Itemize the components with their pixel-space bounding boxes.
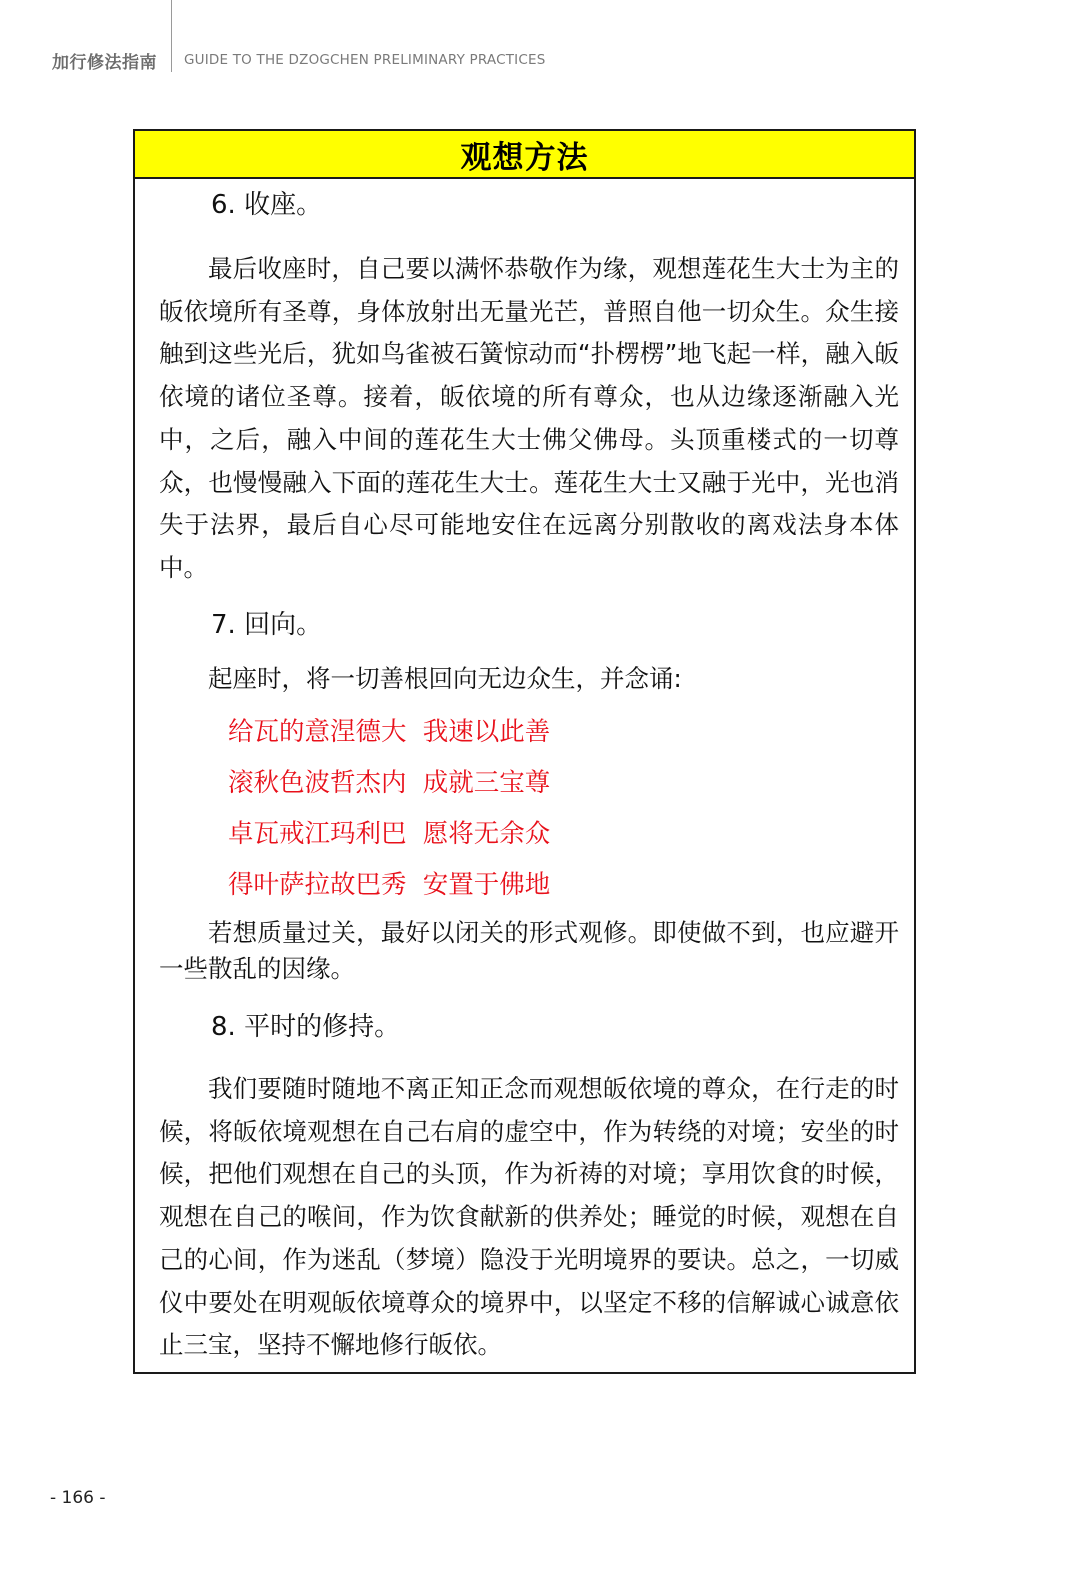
book-title-chinese: 加行修法指南 — [52, 53, 157, 73]
step-6-heading: 6. 收座。 — [211, 190, 323, 220]
step-7-note: 若想质量过关，最好以闭关的形式观修。即使做不到，也应避开一些散乱的因缘。 — [159, 918, 899, 983]
panel-title: 观想方法 — [135, 131, 914, 179]
step-6-body: 最后收座时，自己要以满怀恭敬作为缘，观想莲花生大士为主的皈依境所有圣尊，身体放射出无量光芒，普照自他一切众生。众生接触到这些光后，犹如鸟雀被石簧惊动而“扑楞楞”地飞起一样，融入皈依境的诸位圣尊。接着，皈依境的所有尊众，也从边缘逐渐融入光中，之后，融入中间的莲花生大士佛父佛母。头顶重楼式的一切尊众，也慢慢融入下面的莲花生大士。莲花生大士又融于光中，光也消失于法界，最后自心尽可能地安住在远离分别散收的离戏法身本体中。 — [159, 254, 899, 582]
step-8-body: 我们要随时随地不离正知正念而观想皈依境的尊众，在行走的时候，将皈依境观想在自己右肩的虚空中，作为转绕的对境；安坐的时候，把他们观想在自己的头顶，作为祈祷的对境；享用饮食的时候，观想在自己的喉间，作为饮食献新的供养处；睡觉的时候，观想在自己的心间，作为迷乱（梦境）隐没于光明境界的要诀。总之，一切威仪中要处在明观皈依境尊众的境界中，以坚定不移的信解诚心诚意依止三宝，坚持不懈地修行皈依。 — [159, 1074, 899, 1360]
step-8-heading: 8. 平时的修持。 — [211, 1012, 401, 1042]
dedication-verse-line: 卓瓦戒江玛利巴 愿将无余众 — [228, 819, 551, 849]
page-number: - 166 - — [50, 1488, 106, 1508]
running-header — [0, 0, 1080, 80]
book-title-english: GUIDE TO THE DZOGCHEN PRELIMINARY PRACTICES — [184, 52, 546, 68]
step-7-heading: 7. 回向。 — [211, 610, 323, 640]
dedication-verse-line: 得叶萨拉故巴秀 安置于佛地 — [228, 870, 551, 900]
step-7-intro: 起座时，将一切善根回向无边众生，并念诵: — [208, 664, 682, 693]
header-divider — [171, 0, 172, 72]
visualization-method-panel — [133, 129, 916, 1374]
dedication-verse-line: 滚秋色波哲杰内 成就三宝尊 — [228, 768, 551, 798]
dedication-verse-line: 给瓦的意涅德大 我速以此善 — [228, 717, 551, 747]
